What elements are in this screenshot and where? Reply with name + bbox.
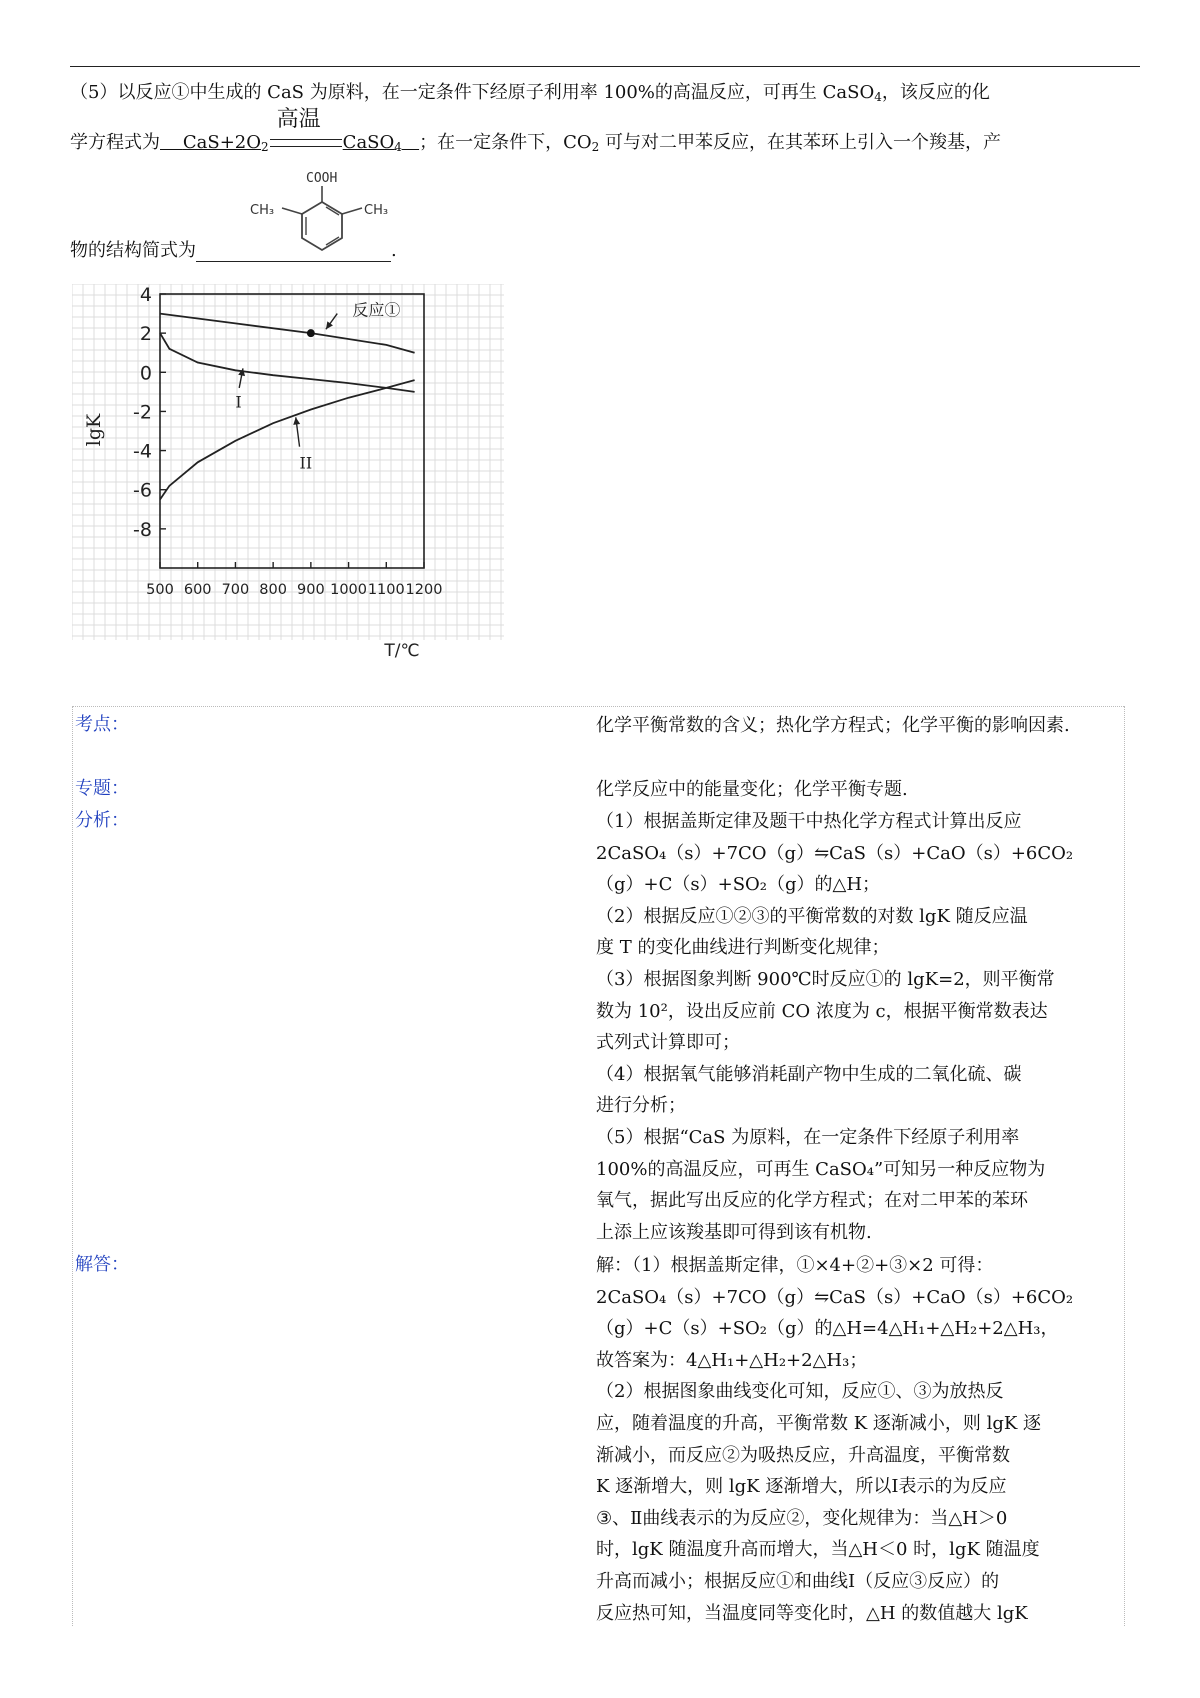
jieda-line: ③、Ⅱ曲线表示的为反应②，变化规律为：当△H＞0 (596, 1507, 1008, 1529)
annotation-label: I (235, 392, 242, 412)
fenxi-line: 2CaSO₄（s）+7CO（g）⇋CaS（s）+CaO（s）+6CO₂ (596, 842, 1074, 864)
fenxi-line: （3）根据图象判断 900℃时反应①的 lgK=2，则平衡常 (596, 968, 1055, 990)
solution-top-border (72, 706, 1124, 707)
annotation-label: 反应① (352, 300, 401, 320)
solution-right-border (1124, 706, 1125, 1626)
y-tick-label: -4 (133, 440, 152, 463)
solution-left-border (72, 706, 73, 1626)
text-kaodian: 化学平衡常数的含义；热化学方程式；化学平衡的影响因素. (596, 715, 1070, 736)
jieda-line: K 逐渐增大，则 lgK 逐渐增大，所以Ⅰ表示的为反应 (596, 1476, 1007, 1498)
label-fenxi: 分析： (75, 810, 129, 831)
x-tick-label: 1100 (367, 582, 405, 598)
x-tick-label: 600 (183, 582, 212, 598)
fenxi-line: 进行分析； (596, 1095, 686, 1117)
fenxi-line: 100%的高温反应，可再生 CaSO₄”可知另一种反应物为 (596, 1158, 1046, 1180)
top-rule (70, 66, 1140, 67)
label-jieda: 解答： (75, 1254, 129, 1275)
fenxi-line: 氧气，据此写出反应的化学方程式；在对二甲苯的苯环 (596, 1190, 1028, 1212)
molecule-left-ch3: CH₃ (250, 203, 275, 218)
reaction-condition: 高温 (276, 107, 321, 132)
fenxi-line: （g）+C（s）+SO₂（g）的△H； (596, 874, 881, 896)
fenxi-line: 上添上应该羧基即可得到该有机物. (596, 1221, 872, 1243)
y-tick-label: 2 (139, 323, 152, 346)
molecule-cooh-label: COOH (306, 171, 338, 186)
fenxi-line: （1）根据盖斯定律及题干中热化学方程式计算出反应 (596, 811, 1022, 832)
y-tick-label: -2 (133, 401, 152, 424)
annotation-arrowhead (293, 417, 300, 425)
x-tick-label: 700 (221, 582, 250, 598)
lgk-temperature-chart (72, 284, 504, 664)
y-tick-label: 0 (139, 362, 152, 385)
x-axis-label: T/℃ (384, 641, 420, 661)
jieda-line: 渐减小，而反应②为吸热反应，升高温度，平衡常数 (596, 1444, 1010, 1466)
jieda-line: 故答案为：4△H₁+△H₂+2△H₃； (596, 1349, 868, 1371)
jieda-line: 时，lgK 随温度升高而增大，当△H＜0 时，lgK 随温度 (596, 1539, 1040, 1561)
text-fenxi (596, 806, 1116, 1248)
jieda-line: 解：（1）根据盖斯定律，①×4+②+③×2 可得： (596, 1255, 994, 1276)
question-line-1: （5）以反应①中生成的 CaS 为原料，在一定条件下经原子利用率 100%的高温反应，可再生 CaSO$_4$，该反应的化 (70, 82, 990, 104)
y-tick-label: -6 (133, 479, 152, 502)
annotation-label: II (299, 453, 313, 473)
text-jieda (596, 1250, 1116, 1629)
text-zhuanti: 化学反应中的能量变化；化学平衡专题. (596, 779, 908, 800)
y-tick-label: -8 (133, 518, 152, 541)
label-zhuanti: 专题： (75, 778, 129, 799)
fenxi-line: 数为 10²，设出反应前 CO 浓度为 c，根据平衡常数表达 (596, 1000, 1048, 1022)
x-tick-label: 800 (259, 582, 287, 598)
x-tick-label: 1000 (330, 582, 368, 598)
answer-blank (196, 241, 391, 262)
x-tick-label: 1200 (405, 582, 443, 598)
fenxi-line: （5）根据“CaS 为原料，在一定条件下经原子利用率 (596, 1126, 1020, 1148)
question-line-3: 物的结构简式为 . (70, 240, 397, 261)
marker-point (307, 329, 315, 337)
y-tick-label: 4 (139, 284, 152, 306)
reaction-arrow (270, 139, 342, 147)
fenxi-line: 式列式计算即可； (596, 1032, 740, 1054)
jieda-line: 2CaSO₄（s）+7CO（g）⇋CaS（s）+CaO（s）+6CO₂ (596, 1286, 1074, 1308)
equation-answer: $CaS+2O_2$ 高温 CaSO$_4$ (160, 132, 419, 153)
label-kaodian: 考点： (75, 714, 129, 735)
question-line-2: 学方程式为 $CaS+2O_2$ 高温 CaSO$_4$ ；在一定条件下，$CO_2$ 可与对二甲苯反应，在其苯环上引入一个羧基，产 (70, 128, 1001, 154)
jieda-line: （g）+C（s）+SO₂（g）的△H=4△H₁+△H₂+2△H₃， (596, 1318, 1059, 1340)
jieda-line: （2）根据图象曲线变化可知，反应①、③为放热反 (596, 1381, 1004, 1403)
y-axis-label: lgK (83, 413, 105, 447)
x-tick-label: 900 (297, 582, 325, 598)
x-tick-label: 500 (146, 582, 174, 598)
fenxi-line: （2）根据反应①②③的平衡常数的对数 lgK 随反应温 (596, 905, 1028, 927)
molecule-right-ch3: CH₃ (364, 203, 389, 218)
fenxi-line: （4）根据氧气能够消耗副产物中生成的二氧化硫、碳 (596, 1063, 1022, 1085)
jieda-line: 升高而减小；根据反应①和曲线Ⅰ（反应③反应）的 (596, 1570, 1000, 1592)
fenxi-line: 度 T 的变化曲线进行判断变化规律； (596, 937, 890, 959)
jieda-line: 应，随着温度的升高，平衡常数 K 逐渐减小，则 lgK 逐 (596, 1412, 1042, 1434)
jieda-line: 反应热可知，当温度同等变化时，△H 的数值越大 lgK (596, 1602, 1028, 1624)
